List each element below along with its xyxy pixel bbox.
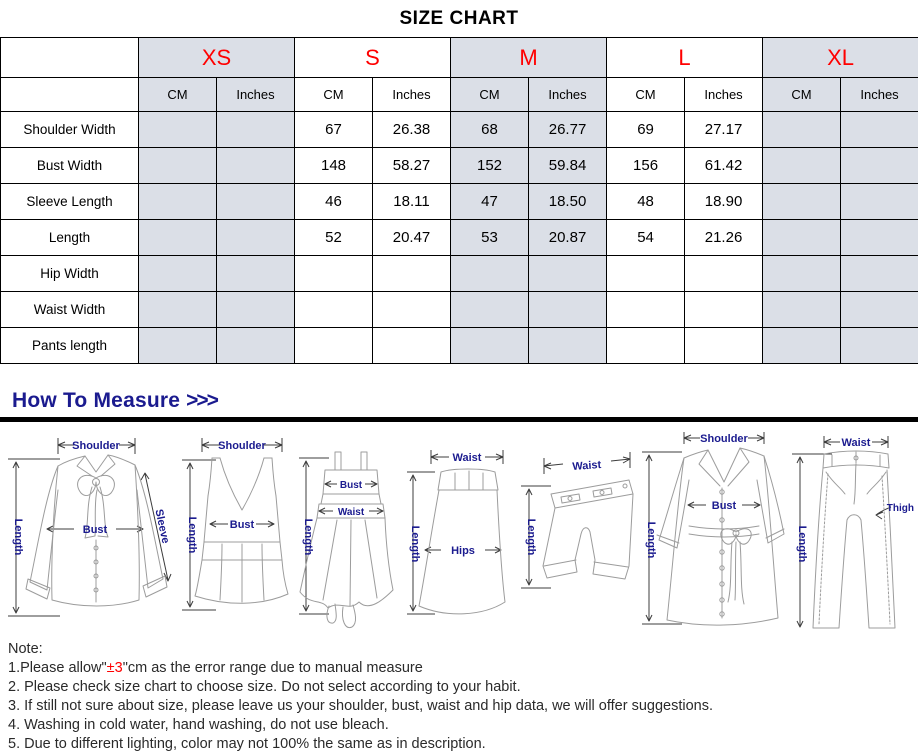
size-value-cell (763, 256, 841, 292)
note-line-4: 4. Washing in cold water, hand washing, do not use bleach. (8, 717, 389, 733)
size-value-cell (763, 112, 841, 148)
shorts-sketch (543, 480, 633, 579)
measurement-row-label: Length (1, 220, 139, 256)
dress-diagram (295, 442, 403, 642)
skirt-sketch (419, 469, 505, 614)
size-value-cell (763, 220, 841, 256)
notes-heading: Note: (8, 641, 43, 657)
size-value-cell (607, 292, 685, 328)
unit-header-row (1, 78, 918, 112)
shorts-length-label: Length (524, 518, 537, 556)
skirt-diagram (405, 446, 513, 646)
size-value-cell (763, 148, 841, 184)
table-row (1, 220, 918, 256)
note-line-5: 5. Due to different lighting, color may not 100% the same as in description. (8, 736, 486, 752)
table-row (1, 184, 918, 220)
size-value-cell (451, 328, 529, 364)
size-value-cell (295, 292, 373, 328)
size-value-cell (841, 292, 918, 328)
size-value-cell (529, 292, 607, 328)
size-value-cell (139, 112, 217, 148)
table-row (1, 292, 918, 328)
size-value-cell: 156 (607, 148, 685, 184)
size-value-cell (373, 256, 451, 292)
size-value-cell (685, 292, 763, 328)
unit-header-m-inches: Inches (529, 78, 607, 112)
size-chart-table (0, 37, 918, 364)
coat-length-label: Length (645, 521, 658, 559)
how-to-measure-heading (12, 389, 918, 413)
size-value-cell: 59.84 (529, 148, 607, 184)
size-value-cell (841, 328, 918, 364)
size-value-cell (373, 292, 451, 328)
unit-header-s-inches: Inches (373, 78, 451, 112)
corner-cell (1, 38, 139, 78)
size-value-cell: 20.47 (373, 220, 451, 256)
blouse-diagram (2, 432, 174, 632)
table-row (1, 328, 918, 364)
size-value-cell: 26.38 (373, 112, 451, 148)
size-value-cell (139, 148, 217, 184)
how-to-measure-text: How To Measure (12, 389, 181, 412)
shorts-waist-label: Waist (571, 459, 602, 474)
size-value-cell (451, 256, 529, 292)
size-value-cell (139, 220, 217, 256)
size-value-cell: 54 (607, 220, 685, 256)
size-value-cell: 69 (607, 112, 685, 148)
size-value-cell: 152 (451, 148, 529, 184)
size-col-header-l: L (607, 38, 763, 78)
size-value-cell: 26.77 (529, 112, 607, 148)
size-value-cell: 53 (451, 220, 529, 256)
measurement-row-label: Sleeve Length (1, 184, 139, 220)
size-value-cell: 48 (607, 184, 685, 220)
size-value-cell: 68 (451, 112, 529, 148)
pants-diagram (788, 432, 916, 632)
dress-bust-label: Bust (340, 480, 363, 491)
size-value-cell: 20.87 (529, 220, 607, 256)
pants-waist-label: Waist (841, 437, 871, 449)
skirt-waist-label: Waist (452, 452, 482, 464)
size-value-cell (763, 328, 841, 364)
tank-top-bust-label: Bust (229, 519, 254, 531)
unit-header-s-cm: CM (295, 78, 373, 112)
measurement-row-label: Hip Width (1, 256, 139, 292)
coat-diagram (638, 428, 786, 628)
size-value-cell (217, 220, 295, 256)
tank-top-length-label: Length (185, 516, 198, 554)
measurement-row-label: Waist Width (1, 292, 139, 328)
shorts-diagram (515, 448, 637, 648)
skirt-hips-label: Hips (451, 545, 475, 557)
size-value-cell (139, 256, 217, 292)
size-value-cell (841, 220, 918, 256)
size-value-cell: 67 (295, 112, 373, 148)
size-value-cell (217, 292, 295, 328)
size-value-cell (217, 256, 295, 292)
size-value-cell (685, 328, 763, 364)
size-value-cell (139, 328, 217, 364)
size-value-cell (607, 328, 685, 364)
size-value-cell (529, 256, 607, 292)
blouse-sleeve-label: Sleeve (152, 508, 172, 545)
coat-shoulder-label: Shoulder (700, 433, 749, 445)
note-line-2: 2. Please check size chart to choose size. Do not select according to your habit. (8, 679, 521, 695)
page-title: SIZE CHART (399, 8, 519, 29)
size-value-cell (295, 328, 373, 364)
unit-header-l-inches: Inches (685, 78, 763, 112)
size-value-cell (841, 148, 918, 184)
pants-thigh-label: Thigh (886, 503, 914, 514)
unit-header-xs-cm: CM (139, 78, 217, 112)
size-value-cell: 18.11 (373, 184, 451, 220)
table-row (1, 256, 918, 292)
measurement-row-label: Pants length (1, 328, 139, 364)
table-row (1, 148, 918, 184)
blouse-shoulder-label: Shoulder (72, 440, 120, 452)
size-value-cell (763, 292, 841, 328)
dress-length-label: Length (302, 518, 315, 556)
size-value-cell: 148 (295, 148, 373, 184)
table-row (1, 112, 918, 148)
size-col-header-xl: XL (763, 38, 918, 78)
size-value-cell: 47 (451, 184, 529, 220)
tank-top-diagram (176, 432, 294, 632)
size-value-cell (451, 292, 529, 328)
coat-bust-label: Bust (712, 500, 737, 512)
size-value-cell: 61.42 (685, 148, 763, 184)
size-value-cell (841, 256, 918, 292)
unit-header-xl-inches: Inches (841, 78, 918, 112)
size-header-row (1, 38, 918, 78)
blouse-length-label: Length (12, 518, 24, 556)
size-value-cell (217, 148, 295, 184)
pants-length-label: Length (795, 525, 808, 563)
size-value-cell (217, 112, 295, 148)
size-value-cell: 52 (295, 220, 373, 256)
note-line-1: 1.Please allow"±3"cm as the error range due to manual measure (8, 660, 423, 676)
size-value-cell (217, 328, 295, 364)
size-value-cell: 18.90 (685, 184, 763, 220)
size-value-cell: 21.26 (685, 220, 763, 256)
size-value-cell (607, 256, 685, 292)
notes-section (0, 634, 918, 754)
size-col-header-xs: XS (139, 38, 295, 78)
size-value-cell: 46 (295, 184, 373, 220)
size-value-cell (295, 256, 373, 292)
size-value-cell: 18.50 (529, 184, 607, 220)
unit-header-xs-inches: Inches (217, 78, 295, 112)
unit-header-l-cm: CM (607, 78, 685, 112)
garment-diagrams (0, 422, 918, 634)
pants-sketch (813, 451, 895, 628)
size-col-header-s: S (295, 38, 451, 78)
size-value-cell: 58.27 (373, 148, 451, 184)
blouse-bust-label: Bust (82, 524, 108, 536)
measurement-row-label: Shoulder Width (1, 112, 139, 148)
size-value-cell (139, 292, 217, 328)
size-value-cell (841, 184, 918, 220)
size-value-cell (139, 184, 217, 220)
size-col-header-m: M (451, 38, 607, 78)
chevrons-icon: >>> (186, 389, 217, 412)
corner-cell (1, 78, 139, 112)
skirt-length-label: Length (408, 525, 421, 563)
coat-sketch (657, 448, 784, 625)
unit-header-m-cm: CM (451, 78, 529, 112)
measurement-row-label: Bust Width (1, 148, 139, 184)
size-value-cell (217, 184, 295, 220)
tank-top-shoulder-label: Shoulder (217, 440, 266, 452)
size-value-cell (763, 184, 841, 220)
size-value-cell (373, 328, 451, 364)
size-value-cell (841, 112, 918, 148)
size-value-cell (685, 256, 763, 292)
unit-header-xl-cm: CM (763, 78, 841, 112)
error-range-value: ±3 (106, 660, 123, 676)
size-value-cell: 27.17 (685, 112, 763, 148)
note-line-3: 3. If still not sure about size, please leave us your shoulder, bust, waist and hip data, we will offer suggestions. (8, 698, 713, 714)
size-value-cell (529, 328, 607, 364)
dress-waist-label: Waist (338, 507, 365, 518)
